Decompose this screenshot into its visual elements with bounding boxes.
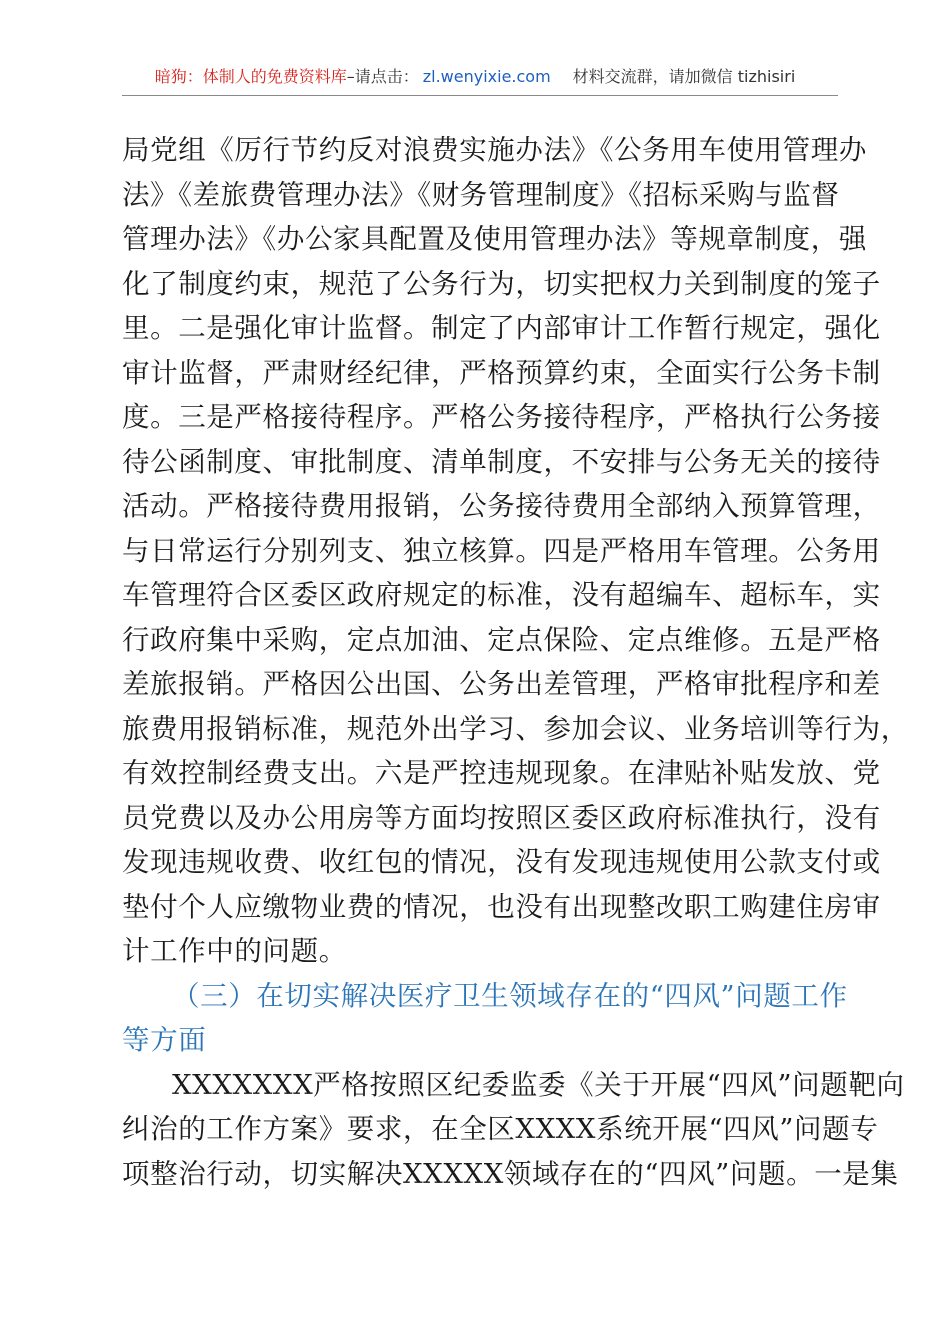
text-line: 车管理符合区委区政府规定的标准，没有超编车、超标车，实	[122, 579, 881, 611]
header-url-link[interactable]: zl.wenyixie.com	[422, 67, 551, 86]
section-heading: （三）在切实解决医疗卫生领域存在的“四风”问题工作	[172, 979, 848, 1012]
text-line: 计工作中的问题。	[122, 935, 347, 967]
text-line: 行政府集中采购，定点加油、定点保险、定点维修。五是严格	[122, 623, 881, 656]
text-line: 项整治行动，切实解决XXXXX领域存在的“四风”问题。一是集	[122, 1157, 899, 1190]
site-header	[0, 62, 950, 92]
text-line: 员党费以及办公用房等方面均按照区委区政府标准执行，没有	[122, 801, 881, 834]
header-prompt: –请点击：	[346, 67, 419, 86]
text-line: 纠治的工作方案》要求，在全区XXXX系统开展“四风”问题专	[122, 1113, 879, 1145]
text-line: 有效控制经费支出。六是严控违规现象。在津贴补贴发放、党	[122, 757, 881, 789]
text-line: 发现违规收费、收红包的情况，没有发现违规使用公款支付或	[122, 846, 881, 878]
text-line: 垫付个人应缴物业费的情况，也没有出现整改职工购建住房审	[122, 890, 881, 923]
header-brand: 暗狗：体制人的免费资料库	[154, 67, 347, 86]
text-line: 度。三是严格接待程序。严格公务接待程序，严格执行公务接	[122, 401, 881, 433]
text-line: 局党组《厉行节约反对浪费实施办法》《公务用车使用管理办	[122, 134, 867, 166]
text-line: 法》《差旅费管理办法》《财务管理制度》《招标采购与监督	[122, 178, 840, 211]
header-divider	[122, 95, 838, 96]
text-line: 活动。严格接待费用报销，公务接待费用全部纳入预算管理，	[122, 490, 881, 522]
text-line: 里。二是强化审计监督。制定了内部审计工作暂行规定，强化	[122, 312, 881, 344]
document-body	[122, 128, 909, 1196]
text-line: 审计监督，严肃财经纪律，严格预算约束，全面实行公务卡制	[122, 356, 881, 389]
text-line: XXXXXXX严格按照区纪委监委《关于开展“四风”问题靶向	[172, 1068, 905, 1101]
text-line: 管理办法》《办公家具配置及使用管理办法》等规章制度，强	[122, 223, 867, 255]
text-line: 旅费用报销标准，规范外出学习、参加会议、业务培训等行为，	[122, 712, 909, 745]
header-contact: 材料交流群，请加微信 tizhisiri	[572, 67, 796, 86]
text-line: 与日常运行分别列支、独立核算。四是严格用车管理。公务用	[122, 534, 881, 567]
text-line: 待公函制度、审批制度、清单制度，不安排与公务无关的接待	[122, 445, 881, 478]
text-line: 差旅报销。严格因公出国、公务出差管理，严格审批程序和差	[122, 668, 881, 700]
section-heading-continued: 等方面	[122, 1024, 207, 1056]
text-line: 化了制度约束，规范了公务行为，切实把权力关到制度的笼子	[122, 267, 881, 300]
